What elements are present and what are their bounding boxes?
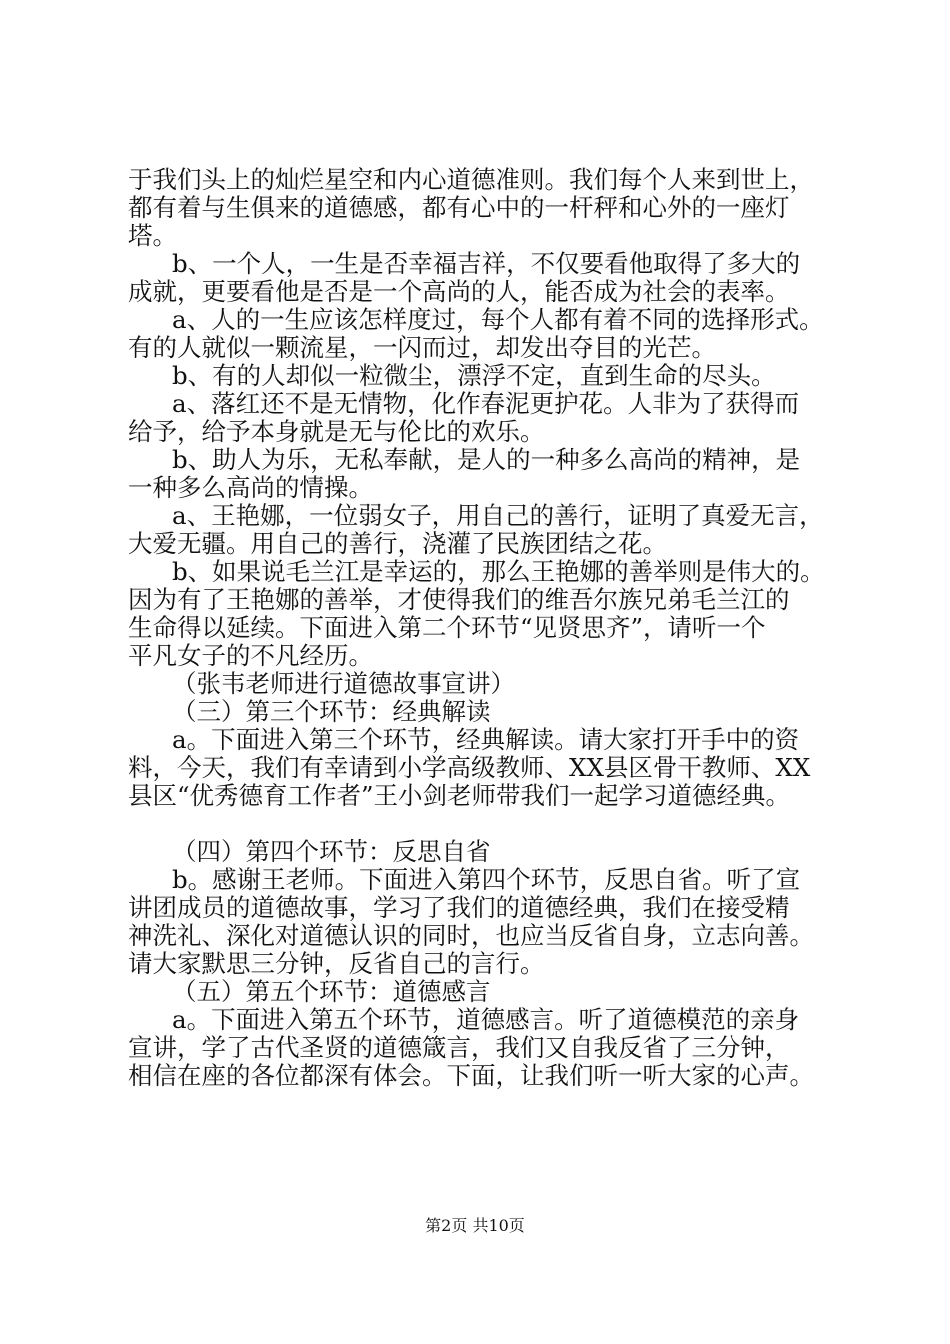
paragraph-start-line: a。下面进入第三个环节，经典解读。请大家打开手中的资	[172, 725, 800, 754]
text-line: 讲团成员的道德故事，学习了我们的道德经典，我们在接受精	[128, 893, 790, 922]
text-line: 于我们头上的灿烂星空和内心道德准则。我们每个人来到世上，	[128, 165, 814, 194]
blank-line	[128, 810, 834, 838]
text-line: 生命得以延续。下面进入第二个环节“见贤思齐”，请听一个	[128, 613, 766, 642]
text-line: 一种多么高尚的情操。	[128, 473, 373, 502]
text-line: 县区“优秀德育工作者”王小剑老师带我们一起学习道德经典。	[128, 781, 791, 810]
paragraph-start-line: a。下面进入第五个环节，道德感言。听了道德模范的亲身	[172, 1005, 800, 1034]
text-line: 给予，给予本身就是无与伦比的欢乐。	[128, 417, 545, 446]
text-line: 塔。	[128, 221, 177, 250]
paragraph-start-line: b、助人为乐，无私奉献，是人的一种多么高尚的精神，是	[172, 445, 801, 474]
text-line: 成就，更要看他是否是一个高尚的人，能否成为社会的表率。	[128, 277, 790, 306]
paragraph-start-line: b。感谢王老师。下面进入第四个环节，反思自省。听了宣	[172, 865, 801, 894]
page-number-footer: 第2页 共10页	[425, 1216, 525, 1235]
paragraph-start-line: a、王艳娜，一位弱女子，用自己的善行，证明了真爱无言，	[172, 501, 824, 530]
text-line: 因为有了王艳娜的善举，才使得我们的维吾尔族兄弟毛兰江的	[128, 585, 790, 614]
text-line: 平凡女子的不凡经历。	[128, 641, 373, 670]
text-line: 宣讲，学了古代圣贤的道德箴言，我们又自我反省了三分钟，	[128, 1033, 790, 1062]
paragraph-start-line: b、一个人，一生是否幸福吉祥，不仅要看他取得了多大的	[172, 249, 801, 278]
stage-direction: （张韦老师进行道德故事宣讲）	[172, 669, 515, 698]
section-heading: （三）第三个环节：经典解读	[172, 697, 491, 726]
paragraph-start-line: b、如果说毛兰江是幸运的，那么王艳娜的善举则是伟大的。	[172, 557, 825, 586]
section-heading: （五）第五个环节：道德感言	[172, 977, 491, 1006]
body-text	[128, 166, 834, 1090]
paragraph-start-line: a、人的一生应该怎样度过，每个人都有着不同的选择形式。	[172, 305, 824, 334]
text-line: 神洗礼、深化对道德认识的同时，也应当反省自身，立志向善。	[128, 921, 814, 950]
text-line: 请大家默思三分钟，反省自己的言行。	[128, 949, 545, 978]
text-line: 大爱无疆。用自己的善行，浇灌了民族团结之花。	[128, 529, 667, 558]
text-line: 相信在座的各位都深有体会。下面，让我们听一听大家的心声。	[128, 1061, 814, 1090]
text-line: 料，今天，我们有幸请到小学高级教师、XX县区骨干教师、XX	[128, 753, 811, 782]
paragraph-start-line: b、有的人却似一粒微尘，漂浮不定，直到生命的尽头。	[172, 361, 776, 390]
paragraph-start-line: a、落红还不是无情物，化作春泥更护花。人非为了获得而	[172, 389, 800, 418]
text-line: 都有着与生俱来的道德感，都有心中的一杆秤和心外的一座灯	[128, 193, 790, 222]
text-line: 有的人就似一颗流星，一闪而过，却发出夺目的光芒。	[128, 333, 716, 362]
section-heading: （四）第四个环节：反思自省	[172, 837, 491, 866]
